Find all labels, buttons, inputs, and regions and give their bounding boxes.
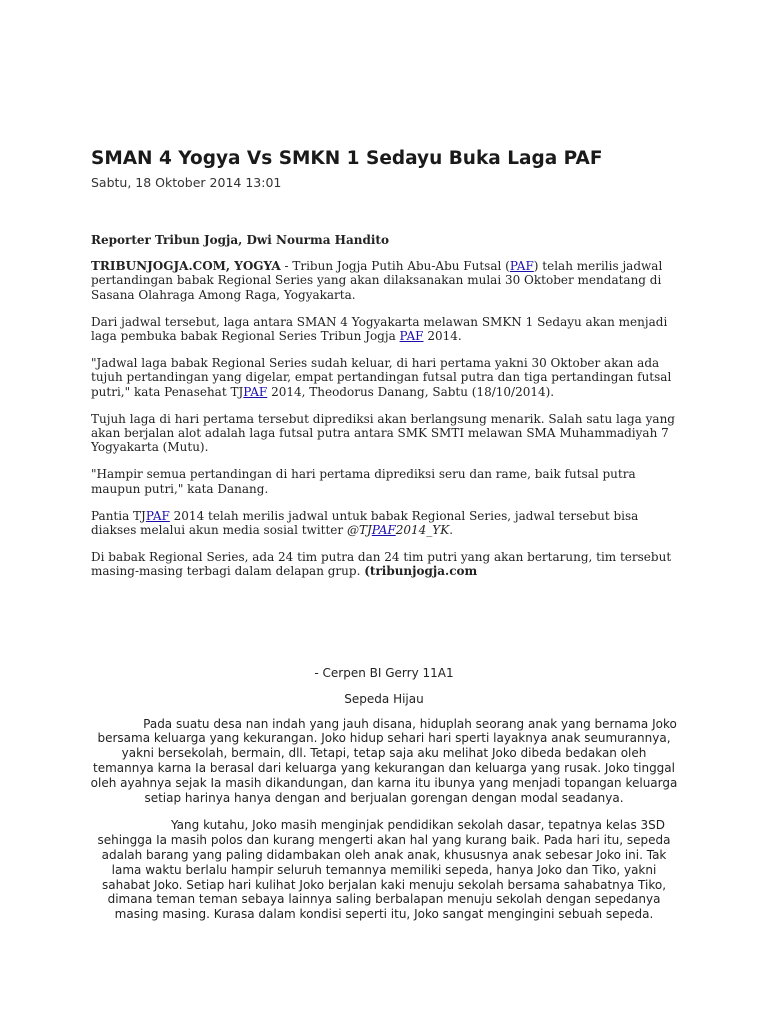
paragraph-1-text-a: - Tribun Jogja Putih Abu-Abu Futsal ( xyxy=(280,259,510,274)
paragraph-2 xyxy=(91,315,681,343)
story-paragraph-2-text: Yang kutahu, Joko masih menginjak pendidikan sekolah dasar, tepatnya kelas 3SD sehingga Ia masih polos dan kurang mengerti akan hal yang kurang baik. Pada hari itu, sepeda adalah barang yang paling didambakan oleh anak anak, khususnya anak sebesar Joko ini. Tak lama waktu berlalu hampir seluruh temannya memiliki sepeda, hanya Joko dan Tiko, yakni sahabat Joko. Setiap hari kulihat Joko berjalan kaki menuju sekolah bersama sahabatnya Tiko, dimana teman teman sebaya lainnya saling berbalapan menuju sekolah dengan sepedanya masing masing. Kurasa dalam kondisi seperti itu, Joko sangat mengingini sebuah sepeda. xyxy=(97,818,671,922)
story-paragraph-1 xyxy=(90,717,678,806)
paragraph-1 xyxy=(91,259,681,302)
source-credit: (tribunjogja.com xyxy=(364,564,478,579)
reporter-line xyxy=(91,233,681,247)
paf-link[interactable]: PAF xyxy=(145,508,170,523)
story-paragraph-2 xyxy=(90,818,678,922)
story-title: Sepeda Hijau xyxy=(344,691,424,706)
paragraph-6 xyxy=(91,509,681,537)
paf-link[interactable]: PAF xyxy=(399,329,424,344)
story-credit: - Cerpen BI Gerry 11A1 xyxy=(314,666,454,680)
paragraph-3-text-a: "Jadwal laga babak Regional Series sudah keluar, di hari pertama yakni 30 Oktober akan ada tujuh pertandingan yang digelar, empat pertandingan futsal putra dan tiga pertandingan futsal putri," kata Penasehat TJ xyxy=(91,356,672,399)
short-story xyxy=(90,666,678,922)
article-date: Sabtu, 18 Oktober 2014 13:01 xyxy=(91,175,282,190)
paragraph-6-end: . xyxy=(449,523,454,538)
twitter-handle xyxy=(347,523,449,537)
dateline: TRIBUNJOGJA.COM, YOGYA xyxy=(91,259,281,274)
paragraph-5: "Hampir semua pertandingan di hari pertama diprediksi seru dan rame, baik futsal putra maupun putri," kata Danang. xyxy=(91,467,636,496)
paragraph-3 xyxy=(91,356,681,399)
article-body xyxy=(91,233,681,592)
twitter-handle-prefix: @TJ xyxy=(346,523,372,538)
article-title: SMAN 4 Yogya Vs SMKN 1 Sedayu Buka Laga PAF xyxy=(91,148,603,169)
paragraph-2-text-b: 2014. xyxy=(423,329,462,344)
paf-link[interactable]: PAF xyxy=(371,523,396,538)
paragraph-7-text: Di babak Regional Series, ada 24 tim putra dan 24 tim putri yang akan bertarung, tim tersebut masing-masing terbagi dalam delapan grup. xyxy=(91,550,672,579)
paragraph-2-text-a: Dari jadwal tersebut, laga antara SMAN 4 Yogyakarta melawan SMKN 1 Sedayu akan menjadi laga pembuka babak Regional Series Tribun Jogja xyxy=(91,314,668,344)
paragraph-6-text-b: 2014 telah merilis jadwal untuk babak Regional Series, jadwal tersebut bisa diakses melalui akun media sosial twitter xyxy=(91,508,639,538)
reporter-name: Reporter Tribun Jogja, Dwi Nourma Handito xyxy=(91,233,389,247)
paragraph-4: Tujuh laga di hari pertama tersebut diprediksi akan berlangsung menarik. Salah satu laga yang akan berjalan alot adalah laga futsal putra antara SMK SMTI melawan SMA Muhammadiyah 7 Yogyakarta (Mutu). xyxy=(91,411,675,455)
story-paragraph-1-text: Pada suatu desa nan indah yang jauh disana, hiduplah seorang anak yang bernama Joko bersama keluarga yang kekurangan. Joko hidup sehari hari sperti layaknya anak seumurannya, yakni bersekolah, bermain, dll. Tetapi, tetap saja aku melihat Joko dibeda bedakan oleh temannya karna Ia berasal dari keluarga yang kekurangan dan keluarga yang rusak. Joko tinggal oleh ayahnya sejak Ia masih dikandungan, dan karna itu ibunya yang menjadi topangan keluarga setiap harinya hanya dengan and berjualan gorengan dengan modal seadanya. xyxy=(90,716,678,805)
paragraph-7 xyxy=(91,550,681,578)
paragraph-3-text-b: 2014, Theodorus Danang, Sabtu (18/10/2014). xyxy=(267,384,555,399)
twitter-handle-suffix: 2014_YK xyxy=(395,523,450,538)
paragraph-6-text-a: Pantia TJ xyxy=(91,508,146,523)
paf-link[interactable]: PAF xyxy=(509,259,534,274)
paf-link[interactable]: PAF xyxy=(243,384,268,399)
paragraph-1-text-b: ) telah merilis jadwal pertandingan babak Regional Series yang akan dilaksanakan mulai 30 Oktober mendatang di Sasana Olahraga Among Raga, Yogyakarta. xyxy=(91,259,663,302)
